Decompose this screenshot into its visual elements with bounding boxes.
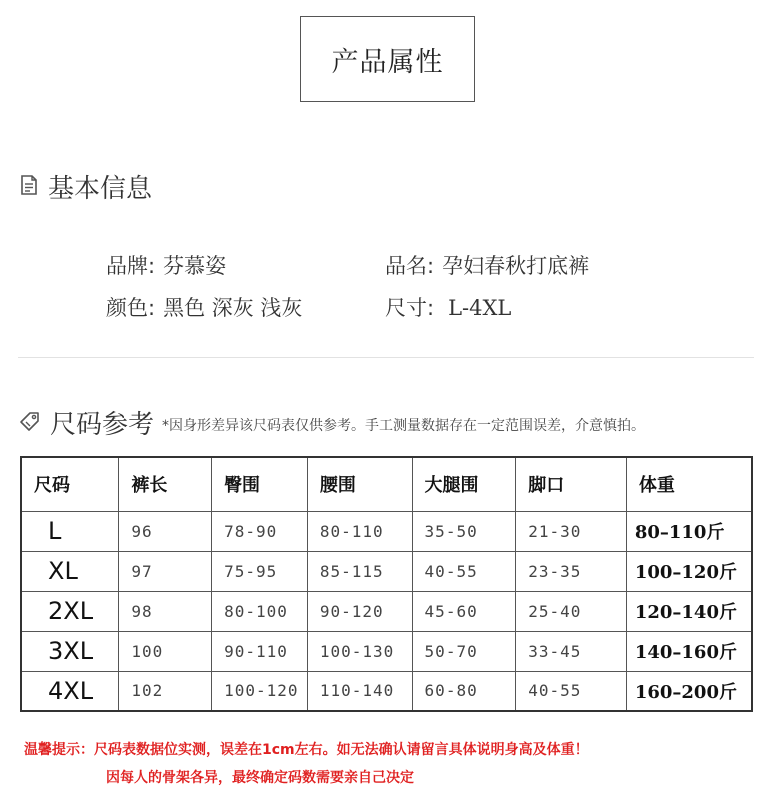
tag-icon: [18, 409, 42, 437]
size-range-key: 尺寸:: [385, 296, 435, 320]
cell-thigh: 35-50: [412, 511, 516, 551]
product-name-row: [385, 250, 589, 280]
cell-hip: 100-120: [212, 671, 308, 711]
table-row: [21, 631, 752, 671]
cell-thigh: 40-55: [412, 551, 516, 591]
size-range-row: [385, 292, 511, 322]
cell-hip: 75-95: [212, 551, 308, 591]
table-row: [21, 551, 752, 591]
cell-thigh: 50-70: [412, 631, 516, 671]
basic-info-label: 基本信息: [48, 174, 153, 204]
size-chart-table: [20, 456, 753, 712]
cell-size: 2XL: [21, 591, 119, 631]
header-size: 尺码: [21, 457, 119, 511]
cell-hem: 33-45: [516, 631, 627, 671]
cell-length: 100: [119, 631, 212, 671]
cell-size: XL: [21, 551, 119, 591]
warm-tip-line-1: 温馨提示：尺码表数据位实测，误差在1cm左右。如无法确认请留言具体说明身高及体重！: [24, 742, 589, 758]
cell-length: 102: [119, 671, 212, 711]
cell-weight: 120–140斤: [626, 591, 752, 631]
header-thigh: 大腿围: [412, 457, 516, 511]
color-value: 黑色 深灰 浅灰: [163, 296, 303, 320]
color-row: [106, 292, 302, 322]
header-weight: 体重: [626, 457, 752, 511]
cell-waist: 85-115: [307, 551, 412, 591]
header-length: 裤长: [119, 457, 212, 511]
cell-weight: 160–200斤: [626, 671, 752, 711]
basic-info-heading: [18, 168, 152, 205]
cell-hip: 78-90: [212, 511, 308, 551]
product-attributes-title: 产品属性: [300, 16, 475, 102]
brand-key: 品牌:: [106, 254, 156, 278]
brand-value: 芬慕姿: [163, 254, 227, 278]
cell-weight: 80–110斤: [626, 511, 752, 551]
header-hem: 脚口: [516, 457, 627, 511]
product-name-key: 品名:: [385, 254, 435, 278]
cell-waist: 110-140: [307, 671, 412, 711]
cell-hem: 40-55: [516, 671, 627, 711]
section-divider: [18, 357, 754, 358]
table-row: [21, 671, 752, 711]
cell-hip: 80-100: [212, 591, 308, 631]
cell-waist: 90-120: [307, 591, 412, 631]
cell-waist: 80-110: [307, 511, 412, 551]
size-reference-note: *因身形差异该尺码表仅供参考。手工测量数据存在一定范围误差，介意慎拍。: [162, 417, 646, 434]
product-name-value: 孕妇春秋打底裤: [442, 254, 590, 278]
cell-hip: 90-110: [212, 631, 308, 671]
table-row: [21, 591, 752, 631]
cell-size: 3XL: [21, 631, 119, 671]
cell-length: 96: [119, 511, 212, 551]
table-header-row: [21, 457, 752, 511]
cell-thigh: 60-80: [412, 671, 516, 711]
document-icon: [18, 173, 40, 201]
size-range-value: L-4XL: [448, 296, 512, 320]
cell-weight: 100–120斤: [626, 551, 752, 591]
header-hip: 臀围: [212, 457, 308, 511]
cell-thigh: 45-60: [412, 591, 516, 631]
color-key: 颜色:: [106, 296, 156, 320]
cell-hem: 21-30: [516, 511, 627, 551]
table-row: [21, 511, 752, 551]
cell-length: 98: [119, 591, 212, 631]
cell-size: L: [21, 511, 119, 551]
warm-tip-line-2: 因每人的骨架各异，最终确定码数需要亲自己决定: [106, 770, 414, 786]
cell-size: 4XL: [21, 671, 119, 711]
size-reference-heading: [18, 404, 645, 441]
header-waist: 腰围: [307, 457, 412, 511]
cell-hem: 25-40: [516, 591, 627, 631]
cell-hem: 23-35: [516, 551, 627, 591]
cell-length: 97: [119, 551, 212, 591]
cell-waist: 100-130: [307, 631, 412, 671]
brand-row: [106, 250, 226, 280]
cell-weight: 140–160斤: [626, 631, 752, 671]
size-reference-label: 尺码参考: [50, 410, 155, 440]
